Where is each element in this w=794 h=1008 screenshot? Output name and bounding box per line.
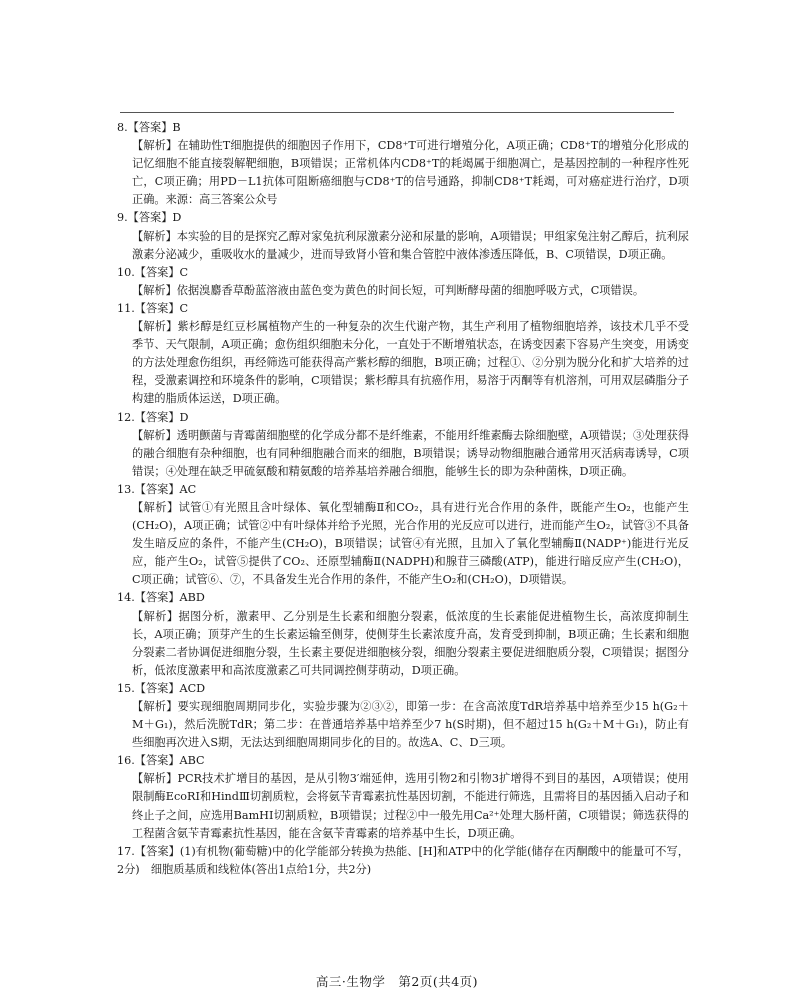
answer-key: 13.【答案】AC xyxy=(117,482,197,496)
answer-analysis: 【解析】据图分析，激素甲、乙分别是生长素和细胞分裂素，低浓度的生长素能促进植物生长，高浓度抑制生长，A项正确；顶芽产生的生长素运输至侧芽，使侧芽生长素浓度升高，发育受到抑制，B项正确；生长素和细胞分裂素二者协调促进细胞分裂，生长素主要促进细胞核分裂，细胞分裂素主要促进细胞质分裂，C项错误；据图分析，低浓度激素甲和高浓度激素乙可共同调控侧芽萌动，D项正确。 xyxy=(132,609,689,677)
answer-key: 15.【答案】ACD xyxy=(117,681,206,695)
answer-key: 16.【答案】ABC xyxy=(117,754,205,768)
answer-key: 12.【答案】D xyxy=(117,410,189,424)
answer-analysis: 【解析】透明颤菌与青霉菌细胞壁的化学成分都不是纤维素，不能用纤维素酶去除细胞壁，A项错误；③处理获得的融合细胞有杂种细胞，也有同种细胞融合而来的细胞，B项错误；诱导动物细胞融合通常用灭活病毒诱导，C项错误；④处理在缺乏甲硫氨酸和精氨酸的培养基培养融合细胞，能够生长的即为杂种菌株，D项正确。 xyxy=(132,428,689,478)
answer-key: 14.【答案】ABD xyxy=(117,591,205,605)
answer-key: 11.【答案】C xyxy=(117,301,189,315)
answer-analysis: 【解析】依据溴麝香草酚蓝溶液由蓝色变为黄色的时间长短，可判断酵母菌的细胞呼吸方式，C项错误。 xyxy=(132,283,645,297)
answer-key: 9.【答案】D xyxy=(117,211,182,225)
answer-key: 17.【答案】(1)有机物(葡萄糖)中的化学能部分转换为热能、[H]和ATP中的化学能(储存在丙酮酸中的能量可不写，2分) 细胞质基质和线粒体(答出1点给1分，共2分) xyxy=(117,844,689,876)
answer-analysis: 【解析】要实现细胞周期同步化，实验步骤为②③②，即第一步：在含高浓度TdR培养基中培养至少15 h(G₂＋M＋G₁)，然后洗脱TdR；第二步：在普通培养基中培养至少7 h(S时期)，但不超过15 h(G₂＋M＋G₁)，防止有些细胞再次进入S期，无法达到细胞周期同步化的目的。故选A、C、D三项。 xyxy=(132,700,689,750)
answer-key: 10.【答案】C xyxy=(117,265,189,279)
answer-analysis: 【解析】在辅助性T细胞提供的细胞因子作用下，CD8⁺T可进行增殖分化，A项正确；CD8⁺T的增殖分化形成的记忆细胞不能直接裂解靶细胞，B项错误；正常机体内CD8⁺T的耗竭属于细胞凋亡，是基因控制的一种程序性死亡，C项正确；用PD－L1抗体可阻断癌细胞与CD8⁺T的信号通路，抑制CD8⁺T耗竭，可对癌症进行治疗，D项正确。来源：高三答案公众号 xyxy=(132,139,689,207)
header-rule xyxy=(120,112,674,113)
answer-key: 8.【答案】B xyxy=(117,121,181,134)
answer-analysis: 【解析】试管①有光照且含叶绿体、氧化型辅酶Ⅱ和CO₂，具有进行光合作用的条件，既能产生O₂，也能产生(CH₂O)，A项正确；试管②中有叶绿体并给予光照，光合作用的光反应可以进行，进而能产生O₂，试管③不具备发生暗反应的条件，不能产生(CH₂O)，B项错误；试管④有光照，且加入了氧化型辅酶Ⅱ(NADP⁺)能进行光反应，能产生O₂，试管⑤提供了CO₂、还原型辅酶Ⅱ(NADPH)和腺苷三磷酸(ATP)，能进行暗反应产生(CH₂O)，C项正确；试管⑥、⑦，不具备发生光合作用的条件，不能产生O₂和(CH₂O)，D项错误。 xyxy=(132,500,689,587)
answer-list xyxy=(117,119,689,879)
answer-analysis: 【解析】紫杉醇是红豆杉属植物产生的一种复杂的次生代谢产物，其生产利用了植物细胞培养，该技术几乎不受季节、天气限制，A项正确；愈伤组织细胞未分化，一直处于不断增殖状态，在诱变因素下容易产生突变，用诱变的方法处理愈伤组织，再经筛选可能获得高产紫杉醇的细胞，B项正确；过程①、②分别为脱分化和扩大培养的过程，受激素调控和环境条件的影响，C项错误；紫杉醇具有抗癌作用，易溶于丙酮等有机溶剂，可用双层磷脂分子构建的脂质体运送，D项正确。 xyxy=(132,320,689,406)
answer-analysis: 【解析】PCR技术扩增目的基因，是从引物3′端延伸，选用引物2和引物3扩增得不到目的基因，A项错误；使用限制酶EcoRⅠ和HindⅢ切割质粒，会将氨苄青霉素抗性基因切割，不能进行筛选，且需将目的基因插入启动子和终止子之间，应选用BamHⅠ切割质粒，B项错误；过程②中一般先用Ca²⁺处理大肠杆菌，C项错误；筛选获得的工程菌含氨苄青霉素抗性基因，能在含氨苄青霉素的培养基中生长，D项正确。 xyxy=(132,772,689,840)
answer-analysis: 【解析】本实验的目的是探究乙醇对家兔抗利尿激素分泌和尿量的影响，A项错误；甲组家兔注射乙醇后，抗利尿激素分泌减少，重吸收水的量减少，进而导致肾小管和集合管腔中液体渗透压降低，B、C项错误，D项正确。 xyxy=(132,229,689,261)
page-footer: 高三·生物学 第2页(共4页) xyxy=(315,974,479,989)
